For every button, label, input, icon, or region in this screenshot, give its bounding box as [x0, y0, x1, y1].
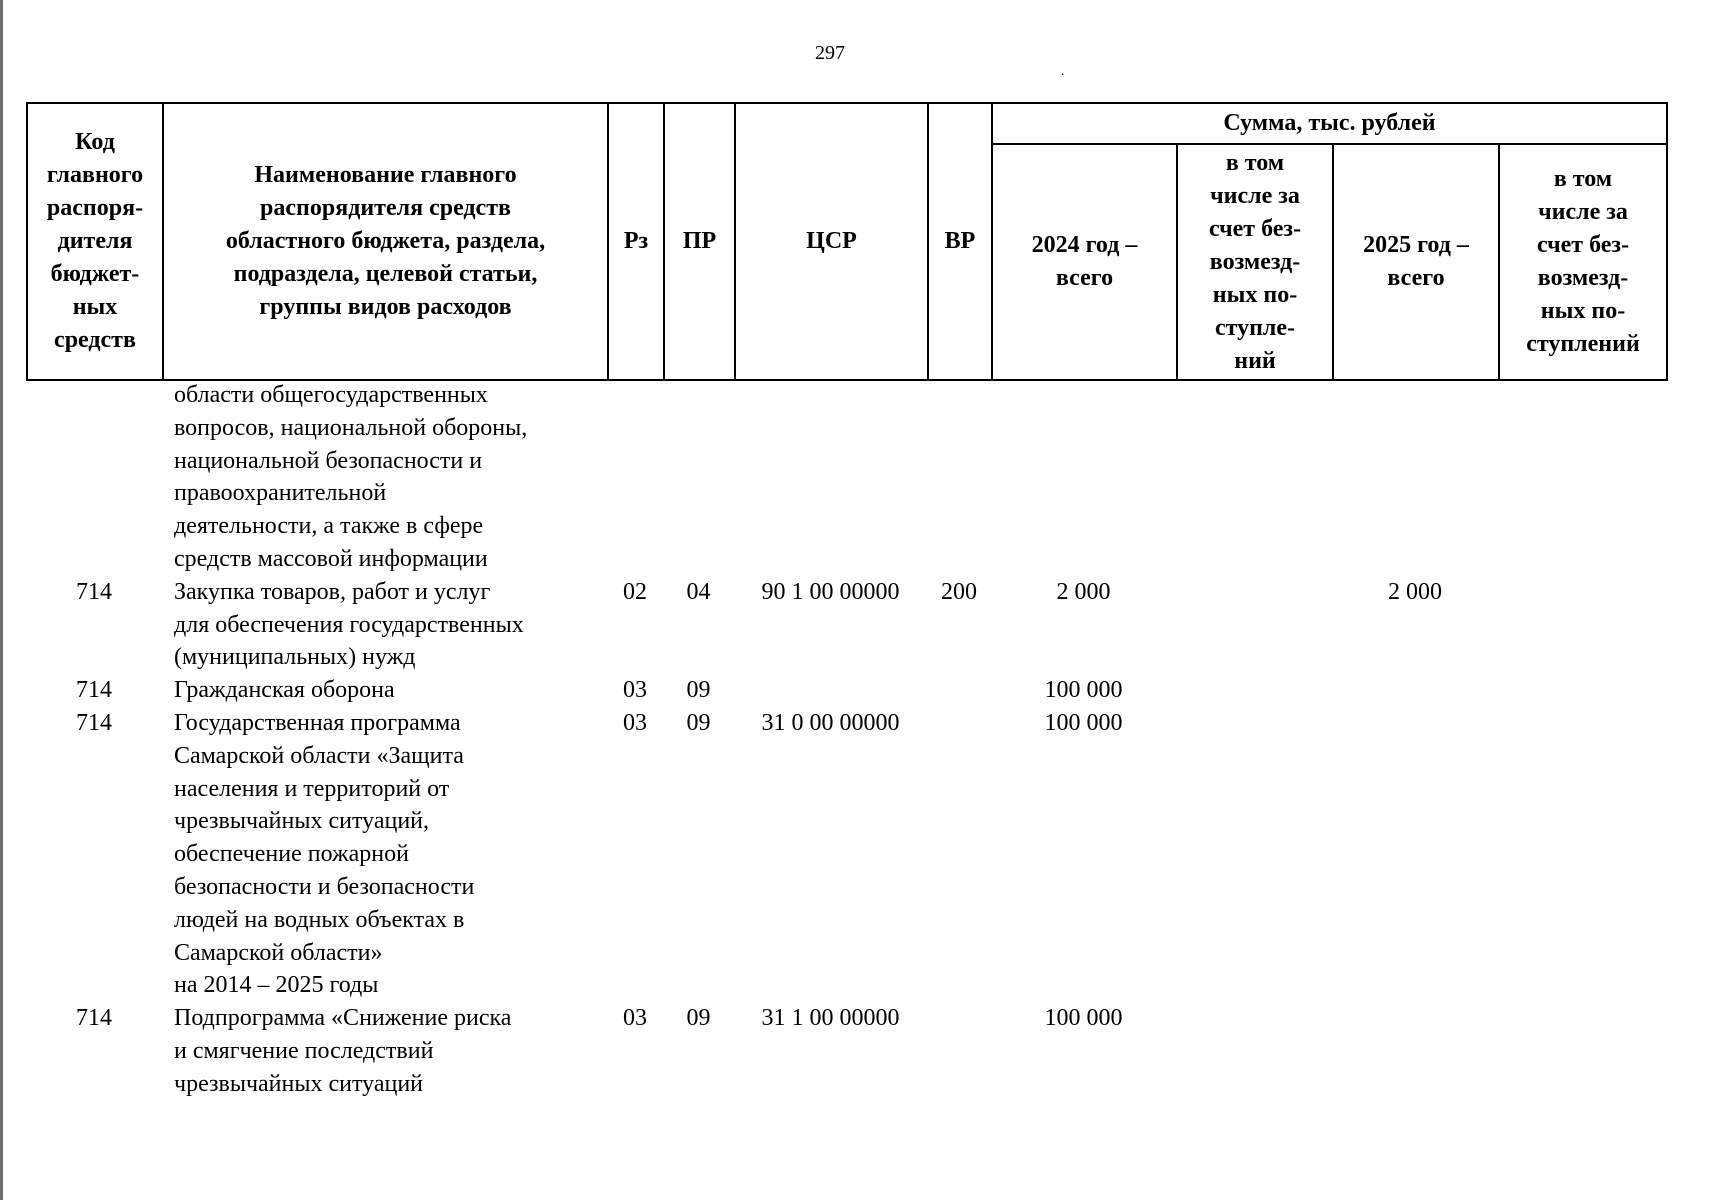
table-row [26, 379, 1666, 576]
row-csr [734, 379, 927, 576]
row-name-line: чрезвычайных ситуаций, [174, 808, 430, 835]
row-name-line: Гражданская оборона [174, 677, 395, 704]
text-line: числе за [1210, 182, 1300, 209]
text-line: в том [1225, 149, 1285, 176]
row-code: 714 [76, 709, 112, 736]
text-line: ступле- [1214, 314, 1296, 341]
text-line: ных по- [1540, 298, 1626, 324]
row-name-line: вопросов, национальной обороны, [174, 414, 528, 441]
header-2024-incl-lines [1178, 147, 1332, 378]
text-line: группы видов расходов [259, 294, 512, 320]
table-row [26, 576, 1666, 674]
row-name-line: деятельности, а также в сфере [174, 513, 484, 540]
row-name-line: правоохранительной [174, 480, 387, 507]
header-sum: Сумма, тыс. рублей [992, 103, 1667, 144]
text-line: Код [75, 129, 115, 155]
text-line: возмезд- [1537, 265, 1629, 291]
page-left-edge [0, 0, 3, 1200]
text-line: числе за [1538, 199, 1628, 225]
text-line: бюджет- [50, 261, 140, 287]
row-name [162, 576, 607, 674]
row-sum-2024 [991, 379, 1176, 576]
row-name-line: национальной безопасности и [174, 447, 483, 474]
row-sum-2025: 2 000 [1388, 578, 1442, 605]
row-sum-2024: 100 000 [1044, 709, 1123, 736]
row-vr [927, 674, 991, 707]
row-sum-2025-incl [1498, 674, 1666, 707]
row-pr: 04 [686, 578, 711, 605]
header-2025-incl-lines [1500, 163, 1666, 361]
row-csr: 90 1 00 00000 [761, 578, 900, 605]
row-sum-2025 [1332, 379, 1498, 576]
row-pr: 09 [686, 677, 711, 704]
row-sum-2025-incl [1498, 379, 1666, 576]
header-vr: ВР [928, 103, 992, 380]
header-2024-incl [1177, 144, 1333, 380]
text-line: счет без- [1536, 232, 1630, 258]
row-name-line: Самарской области «Защита [174, 742, 464, 769]
text-line: распорядителя средств [260, 195, 511, 221]
text-line: средств [54, 327, 136, 353]
budget-table-header [26, 102, 1668, 381]
text-line: 2025 год – [1363, 232, 1469, 258]
row-name-line: обеспечение пожарной [174, 841, 409, 868]
row-vr: 200 [941, 578, 977, 605]
row-csr: 31 1 00 00000 [761, 1005, 900, 1032]
header-2025-incl [1499, 144, 1667, 380]
row-sum-2025 [1332, 1002, 1498, 1100]
row-name-line: Подпрограмма «Снижение риска [174, 1005, 512, 1032]
text-line: ступлений [1526, 331, 1640, 357]
row-sum-2024: 100 000 [1044, 1005, 1123, 1032]
header-2025-total [1333, 144, 1499, 380]
row-sum-2024-incl [1176, 1002, 1332, 1100]
text-line: ний [1234, 347, 1276, 374]
row-name-line: для обеспечения государственных [174, 611, 524, 638]
row-sum-2024-incl [1176, 707, 1332, 1002]
row-rz: 03 [623, 709, 647, 736]
text-line: подраздела, целевой статьи, [233, 261, 538, 287]
text-line: дителя [57, 228, 133, 254]
row-pr [663, 379, 734, 576]
row-name-line: Закупка товаров, работ и услуг [174, 578, 491, 605]
row-code: 714 [76, 1005, 112, 1032]
row-sum-2024-incl [1176, 379, 1332, 576]
row-sum-2025-incl [1498, 576, 1666, 674]
row-name-line: (муниципальных) нужд [174, 644, 416, 671]
row-vr [927, 707, 991, 1002]
header-rz: Рз [608, 103, 664, 380]
row-sum-2024: 2 000 [1056, 578, 1111, 605]
text-line: ных [72, 294, 118, 320]
scan-mark: . [1061, 64, 1065, 79]
text-line: возмезд- [1209, 248, 1301, 275]
row-name-line: средств массовой информации [174, 545, 488, 572]
row-vr [927, 1002, 991, 1100]
row-sum-2024: 100 000 [1044, 677, 1123, 704]
row-csr [734, 674, 927, 707]
text-line: главного [46, 162, 144, 188]
row-sum-2024-incl [1176, 674, 1332, 707]
row-rz: 02 [623, 578, 647, 605]
text-line: всего [1055, 265, 1114, 291]
row-name-line: области общегосударственных [174, 382, 488, 408]
row-name-line: безопасности и безопасности [174, 873, 475, 900]
row-name-line: Государственная программа [174, 709, 461, 736]
row-vr [927, 379, 991, 576]
text-line: ных по- [1212, 281, 1298, 308]
row-rz: 03 [623, 677, 647, 704]
row-name-line: людей на водных объектах в [174, 906, 465, 933]
header-pr: ПР [664, 103, 735, 380]
row-name-line: и смягчение последствий [174, 1037, 434, 1064]
row-csr: 31 0 00 00000 [761, 709, 900, 736]
text-line: счет без- [1208, 215, 1302, 242]
text-line: в том [1553, 166, 1613, 192]
header-2024-lines [993, 229, 1176, 295]
header-name [163, 103, 608, 380]
text-line: 2024 год – [1031, 232, 1138, 258]
row-rz [607, 379, 663, 576]
budget-table-body [26, 379, 1666, 1101]
header-2024-total [992, 144, 1177, 380]
text-line: всего [1387, 265, 1445, 291]
row-name-line: чрезвычайных ситуаций [174, 1070, 424, 1097]
row-name [162, 379, 607, 576]
row-name-line: населения и территорий от [174, 775, 450, 802]
table-row [26, 674, 1666, 707]
row-sum-2025-incl [1498, 1002, 1666, 1100]
row-sum-2025 [1332, 674, 1498, 707]
row-rz: 03 [623, 1005, 647, 1032]
row-name [162, 674, 607, 707]
row-name-line: Самарской области» [174, 939, 383, 966]
row-name [162, 1002, 607, 1100]
row-code: 714 [76, 578, 112, 605]
row-name [162, 707, 607, 1002]
row-code: 714 [76, 677, 112, 704]
row-sum-2025-incl [1498, 707, 1666, 1002]
page-number: 297 [815, 42, 845, 64]
text-line: областного бюджета, раздела, [225, 228, 546, 254]
row-sum-2025 [1332, 707, 1498, 1002]
header-csr: ЦСР [735, 103, 928, 380]
row-pr: 09 [686, 1005, 711, 1032]
header-name-lines [164, 159, 607, 324]
header-code-lines [28, 126, 162, 357]
table-row [26, 1002, 1666, 1100]
row-name-line: на 2014 – 2025 годы [174, 972, 379, 999]
row-pr: 09 [686, 709, 711, 736]
header-code [27, 103, 163, 380]
row-code [26, 379, 162, 576]
text-line: распоря- [46, 195, 144, 221]
text-line: Наименование главного [254, 162, 517, 188]
header-2025-lines [1334, 229, 1498, 295]
table-row [26, 707, 1666, 1002]
row-sum-2024-incl [1176, 576, 1332, 674]
